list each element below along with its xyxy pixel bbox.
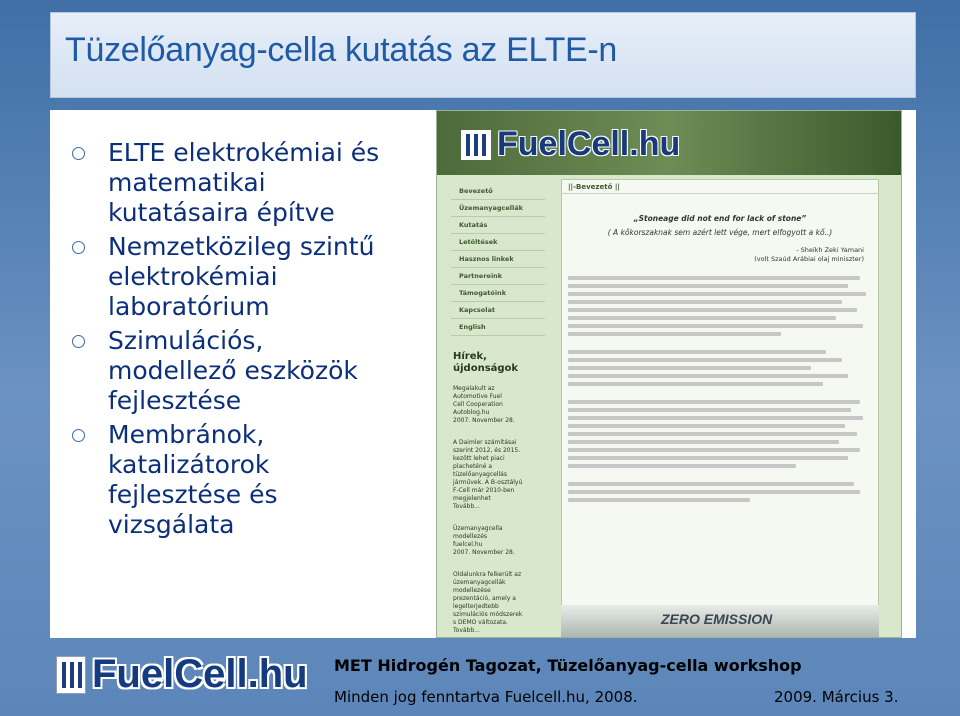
website-nav-item: Kutatás [451, 217, 545, 234]
website-breadcrumb: ||-Bevezető || [562, 180, 878, 194]
bullet-item: Nemzetközileg szintű elektrokémiai laboratórium [62, 232, 432, 322]
circle-bullet-icon [72, 335, 85, 348]
news-heading: Hírek, újdonságok [453, 351, 519, 374]
fuelcell-logo-icon [56, 656, 86, 694]
news-item: A Daimler számításai szerint 2012, és 2015. kezött lehet piaci placheténé a tüzelőanyagcellás járművek. A B-osztályú F-Cell már 2010-ben megjelenhet Tovább... [453, 439, 523, 510]
news-item: Megalakult az Automotive Fuel Cell Cooperation Autoblog.hu 2007. November 28. [453, 385, 515, 424]
circle-bullet-icon [72, 429, 85, 442]
website-nav-item: English [451, 319, 545, 336]
website-nav-item: Üzemanyagcellák [451, 200, 545, 217]
website-news [453, 351, 545, 638]
website-quote-author: - Sheikh Zeki Yamani (volt Szaúd Arábiai olaj miniszter) [754, 246, 864, 263]
bullet-item: Membránok, katalizátorok fejlesztése és vizsgálata [62, 420, 432, 540]
footer-copyright: Minden jog fenntartva Fuelcell.hu, 2008. [334, 688, 638, 706]
website-main [561, 179, 879, 611]
website-body-text [562, 264, 878, 502]
fuelcell-logo-icon [461, 130, 491, 160]
website-banner: ZERO EMISSION [561, 605, 879, 638]
website-quote: „Stoneage did not end for lack of stone” [633, 214, 807, 223]
bullet-list [62, 138, 432, 544]
news-item: Üzemanyagcella modellezés fuelcel.hu 2007. November 28. [453, 525, 515, 556]
website-screenshot [436, 110, 902, 638]
footer-event: MET Hidrogén Tagozat, Tüzelőanyag-cella workshop [334, 656, 802, 675]
website-nav-item: Hasznos linkek [451, 251, 545, 268]
website-nav-item: Bevezető [451, 183, 545, 200]
website-nav-item: Kapcsolat [451, 302, 545, 319]
footer-logo: FuelCell.hu [56, 652, 308, 697]
bullet-item: ELTE elektrokémiai és matematikai kutatásaira építve [62, 138, 432, 228]
website-nav [451, 183, 545, 336]
news-item: Oldalunkra felkerült az üzemanyagcellák modellezése prezentáció, amely a legelterjedtebb szimulációs módszerek s DEMO változata. Tovább... [453, 571, 523, 634]
website-quote-translation: ( A kőkorszaknak sem azért lett vége, mert elfogyott a kő..) [607, 228, 833, 237]
website-nav-item: Támogatóink [451, 285, 545, 302]
circle-bullet-icon [72, 147, 85, 160]
bullet-item: Szimulációs, modellező eszközök fejlesztése [62, 326, 432, 416]
footer-date: 2009. Március 3. [774, 688, 899, 706]
website-nav-item: Partnereink [451, 268, 545, 285]
website-header [437, 111, 901, 175]
content-area [50, 110, 916, 638]
title-area [50, 12, 916, 98]
slide-title: Tüzelőanyag-cella kutatás az ELTE-n [65, 31, 618, 69]
circle-bullet-icon [72, 241, 85, 254]
website-nav-item: Letöltések [451, 234, 545, 251]
website-logo: FuelCell.hu [461, 125, 680, 164]
